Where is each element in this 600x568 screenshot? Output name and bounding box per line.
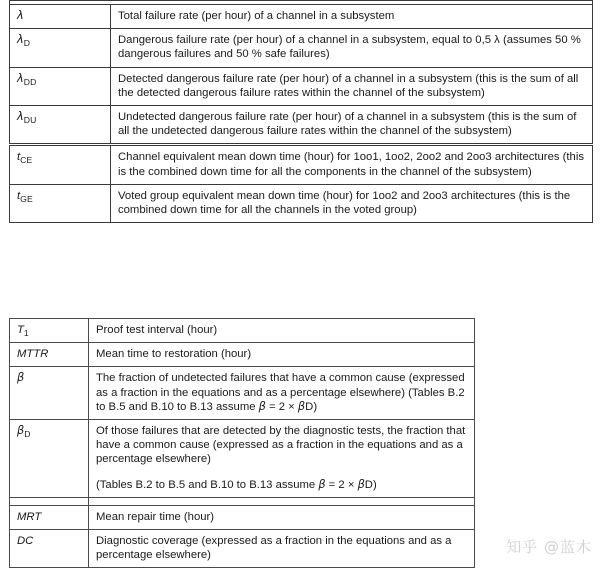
table-row [10, 184, 593, 222]
definition-paragraph: Proof test interval (hour) [96, 324, 218, 336]
table-section-separator [10, 497, 475, 505]
symbol-base: t [17, 151, 21, 164]
definition-cell [89, 343, 475, 367]
symbols-rates-table [9, 4, 593, 223]
definition-cell [89, 319, 475, 343]
symbol-base: DC [17, 535, 34, 548]
symbol-subscript: CE [20, 155, 33, 166]
symbol-base: λ [17, 33, 24, 47]
symbol-cell [10, 420, 89, 498]
definition-paragraph: Dangerous failure rate (per hour) of a channel in a subsystem, equal to 0,5 λ (assumes 50 % dangerous failures and 50 % safe failures) [118, 34, 581, 61]
definition-paragraph: Mean time to restoration (hour) [96, 348, 252, 361]
symbol-cell [10, 530, 89, 568]
symbol-base: MRT [17, 510, 42, 523]
watermark: 知乎 @蓝木 [506, 538, 592, 556]
symbol-subscript: D [23, 38, 31, 49]
definition-cell [111, 106, 593, 145]
definition-paragraph: Channel equivalent mean down time (hour) for 1oo1, 1oo2, 2oo2 and 2oo3 architectures (this is the combined down time for all the components in the channel of the subsystem) [118, 151, 584, 178]
symbol-base: β [17, 371, 25, 385]
definition-cell [111, 145, 593, 184]
symbols-params-table [9, 318, 475, 568]
symbol-subscript: 1 [23, 328, 29, 338]
table-row [10, 106, 593, 145]
symbol-cell [10, 343, 89, 367]
symbol-subscript: DU [23, 115, 37, 126]
definition-cell [111, 184, 593, 222]
definition-paragraph: The fraction of undetected failures that have a common cause (expressed as a fraction in the equations and as a percentage elsewhere) (Tables B.2 to B.5 and B.10 to B.13 assume β = 2 × βD) [96, 372, 465, 413]
beta-symbol: β [318, 477, 326, 491]
symbol-base: MTTR [17, 348, 49, 361]
beta-formula: (Tables B.2 to B.5 and B.10 to B.13 assume β = 2 × βD) [96, 386, 465, 413]
symbol-base: t [17, 189, 21, 202]
table-row [10, 420, 475, 498]
definition-paragraph: Undetected dangerous failure rate (per hour) of a channel in a subsystem (this is the sum of all the undetected dangerous failure rates within the channel of the subsystem) [118, 111, 577, 138]
symbol-cell [10, 184, 111, 222]
definition-cell [89, 367, 475, 420]
definition-paragraph: Of those failures that are detected by the diagnostic tests, the fraction that have a common cause (expressed as a fraction in the equations and as a percentage elsewhere) [96, 425, 466, 466]
symbol-cell [10, 29, 111, 67]
definition-cell [111, 5, 593, 29]
symbol-cell [10, 505, 89, 529]
symbol-cell [10, 67, 111, 105]
definition-paragraph: Mean repair time (hour) [96, 510, 215, 523]
definition-paragraph: Total failure rate (per hour) of a channel in a subsystem [118, 10, 395, 22]
table-row [10, 343, 475, 367]
table-row [10, 5, 593, 29]
separator-cell-left [10, 497, 89, 505]
crop-tick-right-upper [592, 4, 593, 12]
symbol-base: β [17, 424, 25, 438]
definition-paragraph: Diagnostic coverage (expressed as a fraction in the equations and as a percentage elsewhere) [96, 535, 452, 562]
symbol-subscript: D [24, 429, 31, 440]
definition-paragraph: Detected dangerous failure rate (per hour) of a channel in a subsystem (this is the sum of all the detected dangerous failure rates within the channel of the subsystem) [118, 72, 579, 99]
definition-paragraph-formula: (Tables B.2 to B.5 and B.10 to B.13 assume β = 2 × βD) [96, 477, 377, 491]
table-row [10, 530, 475, 568]
table-row [10, 505, 475, 529]
symbol-cell [10, 367, 89, 420]
symbol-base: λ [17, 9, 24, 22]
definition-cell [89, 530, 475, 568]
definition-cell [111, 29, 593, 67]
table-row [10, 29, 593, 67]
table-row [10, 367, 475, 420]
definition-cell [89, 420, 475, 498]
beta-d-symbol: β [297, 399, 306, 413]
symbol-subscript: GE [20, 193, 33, 204]
table-row [10, 67, 593, 105]
table-row [10, 319, 475, 343]
beta-symbol: β [258, 399, 266, 413]
symbol-base: λ [17, 71, 24, 85]
symbol-base: T [17, 324, 24, 336]
symbol-cell [10, 319, 89, 343]
page-break-rule-top [9, 0, 593, 1]
symbol-cell [10, 145, 111, 184]
definition-cell [89, 505, 475, 529]
symbol-base: λ [17, 110, 24, 124]
beta-d-symbol: β [357, 477, 365, 491]
definition-paragraph: Voted group equivalent mean down time (hour) for 1oo2 and 2oo3 architectures (this is the combined down time for all the channels in the voted group) [118, 189, 571, 217]
definition-cell [111, 67, 593, 105]
separator-cell-right [89, 497, 475, 505]
symbol-subscript: DD [23, 76, 37, 87]
table-row [10, 145, 593, 184]
symbol-cell [10, 106, 111, 145]
symbol-cell [10, 5, 111, 29]
